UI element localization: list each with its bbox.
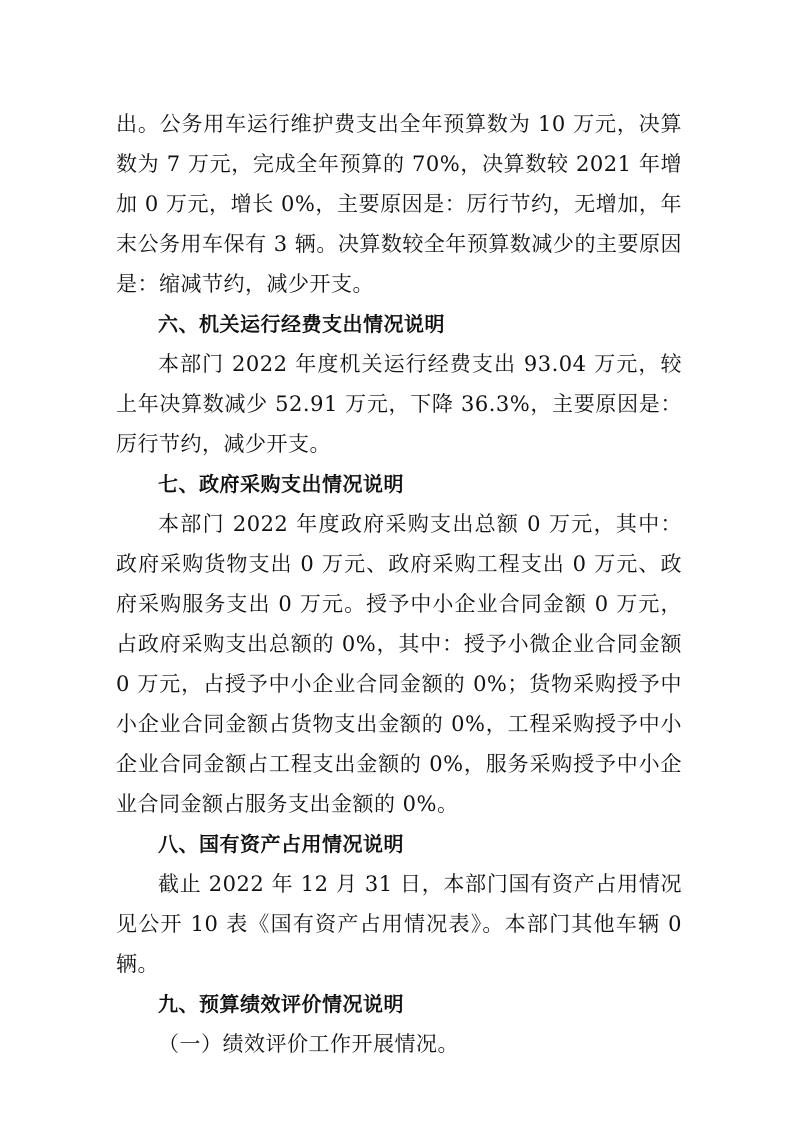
heading-section-9: 九、预算绩效评价情况说明 bbox=[158, 992, 404, 1016]
document-body bbox=[116, 104, 682, 1064]
paragraph-state-assets: 截止 2022 年 12 月 31 日，本部门国有资产占用情况见公开 10 表《国有资产占用情况表》。本部门其他车辆 0 辆。 bbox=[116, 872, 682, 976]
heading-section-8: 八、国有资产占用情况说明 bbox=[158, 832, 404, 856]
subheading-performance-evaluation: （一）绩效评价工作开展情况。 bbox=[158, 1032, 459, 1056]
paragraph-government-procurement: 本部门 2022 年度政府采购支出总额 0 万元，其中：政府采购货物支出 0 万元、政府采购工程支出 0 万元、政府采购服务支出 0 万元。授予中小企业合同金额 0 万元，占政府采购支出总额的 0%，其中：授予小微企业合同金额 0 万元，占授予中小企业合同金额的 0%；货物采购授予中小企业合同金额占货物支出金额的 0%，工程采购授予中小企业合同金额占工程支出金额的 0%，服务采购授予中小企业合同金额占服务支出金额的 0%。 bbox=[116, 512, 682, 816]
paragraph-vehicle-maintenance: 出。公务用车运行维护费支出全年预算数为 10 万元，决算数为 7 万元，完成全年预算的 70%，决算数较 2021 年增加 0 万元，增长 0%，主要原因是：厉行节约，无增加，年末公务用车保有 3 辆。决算数较全年预算数减少的主要原因是：缩减节约，减少开支。 bbox=[116, 112, 682, 296]
paragraph-operating-expenses: 本部门 2022 年度机关运行经费支出 93.04 万元，较上年决算数减少 52.91 万元，下降 36.3%，主要原因是：厉行节约，减少开支。 bbox=[116, 352, 682, 456]
heading-section-7: 七、政府采购支出情况说明 bbox=[158, 472, 404, 496]
heading-section-6: 六、机关运行经费支出情况说明 bbox=[158, 312, 445, 336]
